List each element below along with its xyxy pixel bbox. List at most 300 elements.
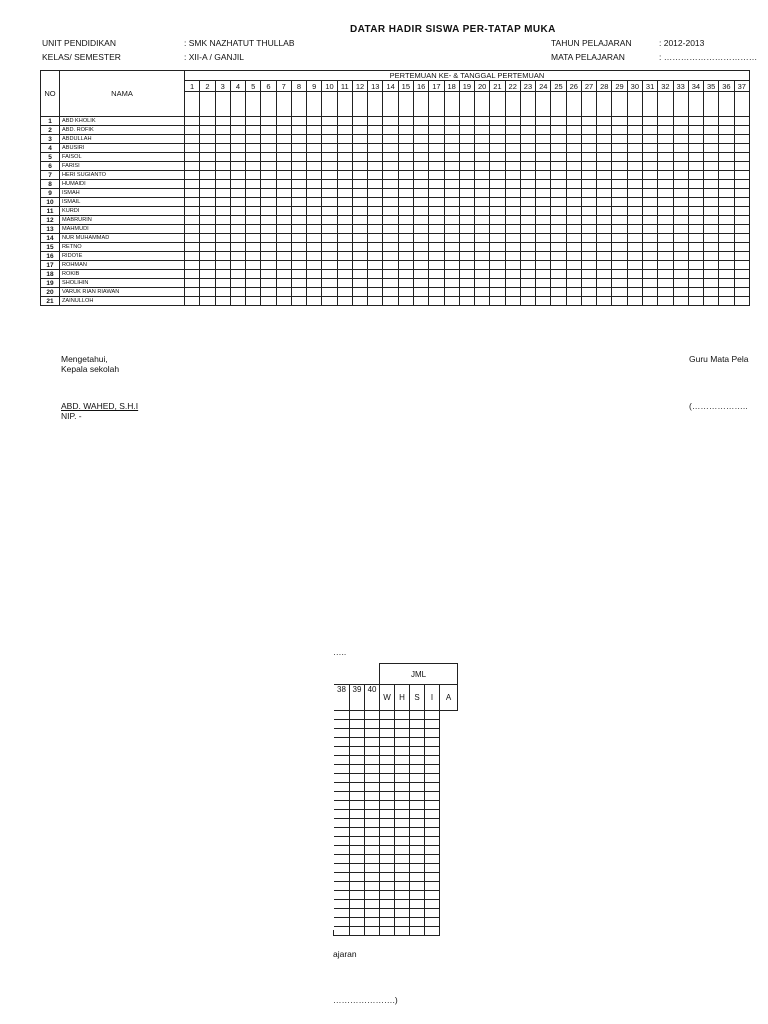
attendance-cell[interactable] <box>612 234 627 243</box>
attendance-cell[interactable] <box>475 261 490 270</box>
attendance-cell[interactable] <box>673 189 688 198</box>
attendance-cell[interactable] <box>398 243 413 252</box>
attendance-cell[interactable] <box>490 162 505 171</box>
attendance-cell[interactable] <box>688 144 703 153</box>
attendance-cell[interactable] <box>337 135 352 144</box>
attendance-cell[interactable] <box>215 162 230 171</box>
attendance-cell[interactable] <box>334 918 350 927</box>
attendance-cell[interactable] <box>734 162 749 171</box>
attendance-cell[interactable] <box>368 234 383 243</box>
attendance-cell[interactable] <box>673 261 688 270</box>
attendance-cell[interactable] <box>350 729 365 738</box>
attendance-cell[interactable] <box>383 243 398 252</box>
attendance-cell[interactable] <box>566 144 581 153</box>
attendance-cell[interactable] <box>368 171 383 180</box>
attendance-cell[interactable] <box>200 198 215 207</box>
attendance-cell[interactable] <box>230 261 245 270</box>
attendance-cell[interactable] <box>322 252 337 261</box>
attendance-cell[interactable] <box>429 297 444 306</box>
attendance-cell[interactable] <box>365 918 380 927</box>
attendance-cell[interactable] <box>459 252 474 261</box>
attendance-cell[interactable] <box>734 225 749 234</box>
attendance-cell[interactable] <box>520 117 535 126</box>
attendance-cell[interactable] <box>334 711 350 720</box>
attendance-cell[interactable] <box>307 189 322 198</box>
attendance-cell[interactable] <box>581 225 596 234</box>
attendance-cell[interactable] <box>520 189 535 198</box>
attendance-cell[interactable] <box>185 261 200 270</box>
jml-cell[interactable] <box>410 891 425 900</box>
attendance-cell[interactable] <box>383 288 398 297</box>
attendance-cell[interactable] <box>429 117 444 126</box>
meeting-date-cell[interactable] <box>398 92 413 117</box>
attendance-cell[interactable] <box>307 216 322 225</box>
attendance-cell[interactable] <box>383 216 398 225</box>
attendance-cell[interactable] <box>291 234 306 243</box>
attendance-cell[interactable] <box>276 198 291 207</box>
attendance-cell[interactable] <box>276 279 291 288</box>
attendance-cell[interactable] <box>612 171 627 180</box>
attendance-cell[interactable] <box>444 207 459 216</box>
attendance-cell[interactable] <box>413 162 428 171</box>
jml-cell[interactable] <box>380 801 395 810</box>
attendance-cell[interactable] <box>337 171 352 180</box>
jml-cell[interactable] <box>410 729 425 738</box>
attendance-cell[interactable] <box>200 171 215 180</box>
meeting-date-cell[interactable] <box>383 92 398 117</box>
jml-cell[interactable] <box>410 855 425 864</box>
attendance-cell[interactable] <box>459 153 474 162</box>
jml-cell[interactable] <box>425 711 440 720</box>
attendance-cell[interactable] <box>429 234 444 243</box>
attendance-cell[interactable] <box>734 252 749 261</box>
attendance-cell[interactable] <box>673 270 688 279</box>
attendance-cell[interactable] <box>734 144 749 153</box>
attendance-cell[interactable] <box>459 234 474 243</box>
attendance-cell[interactable] <box>627 234 642 243</box>
meeting-date-cell[interactable] <box>276 92 291 117</box>
attendance-cell[interactable] <box>551 144 566 153</box>
attendance-cell[interactable] <box>429 252 444 261</box>
attendance-cell[interactable] <box>230 216 245 225</box>
attendance-cell[interactable] <box>383 126 398 135</box>
attendance-cell[interactable] <box>337 198 352 207</box>
jml-cell[interactable] <box>410 720 425 729</box>
attendance-cell[interactable] <box>520 297 535 306</box>
attendance-cell[interactable] <box>642 243 657 252</box>
attendance-cell[interactable] <box>261 171 276 180</box>
attendance-cell[interactable] <box>398 117 413 126</box>
attendance-cell[interactable] <box>350 783 365 792</box>
attendance-cell[interactable] <box>185 225 200 234</box>
meeting-date-cell[interactable] <box>505 92 520 117</box>
attendance-cell[interactable] <box>704 198 719 207</box>
meeting-date-cell[interactable] <box>368 92 383 117</box>
attendance-cell[interactable] <box>734 180 749 189</box>
attendance-cell[interactable] <box>673 171 688 180</box>
attendance-cell[interactable] <box>490 252 505 261</box>
attendance-cell[interactable] <box>368 252 383 261</box>
attendance-cell[interactable] <box>352 207 367 216</box>
attendance-cell[interactable] <box>642 297 657 306</box>
attendance-cell[interactable] <box>581 216 596 225</box>
attendance-cell[interactable] <box>185 216 200 225</box>
attendance-cell[interactable] <box>551 126 566 135</box>
jml-cell[interactable] <box>380 846 395 855</box>
attendance-cell[interactable] <box>597 270 612 279</box>
attendance-cell[interactable] <box>475 225 490 234</box>
attendance-cell[interactable] <box>551 288 566 297</box>
attendance-cell[interactable] <box>368 297 383 306</box>
attendance-cell[interactable] <box>551 297 566 306</box>
attendance-cell[interactable] <box>658 225 673 234</box>
attendance-cell[interactable] <box>459 171 474 180</box>
attendance-cell[interactable] <box>688 243 703 252</box>
meeting-date-cell[interactable] <box>597 92 612 117</box>
jml-cell[interactable] <box>395 828 410 837</box>
attendance-cell[interactable] <box>642 153 657 162</box>
attendance-cell[interactable] <box>230 270 245 279</box>
attendance-cell[interactable] <box>719 135 734 144</box>
attendance-cell[interactable] <box>350 900 365 909</box>
attendance-cell[interactable] <box>337 225 352 234</box>
meeting-date-cell[interactable] <box>413 92 428 117</box>
attendance-cell[interactable] <box>352 189 367 198</box>
meeting-date-cell[interactable] <box>688 92 703 117</box>
attendance-cell[interactable] <box>597 198 612 207</box>
jml-cell[interactable] <box>425 891 440 900</box>
attendance-cell[interactable] <box>627 288 642 297</box>
attendance-cell[interactable] <box>536 117 551 126</box>
jml-cell[interactable] <box>395 783 410 792</box>
attendance-cell[interactable] <box>383 144 398 153</box>
attendance-cell[interactable] <box>658 126 673 135</box>
attendance-cell[interactable] <box>642 216 657 225</box>
attendance-cell[interactable] <box>413 288 428 297</box>
attendance-cell[interactable] <box>337 126 352 135</box>
jml-cell[interactable] <box>380 873 395 882</box>
attendance-cell[interactable] <box>459 207 474 216</box>
attendance-cell[interactable] <box>459 126 474 135</box>
attendance-cell[interactable] <box>337 189 352 198</box>
attendance-cell[interactable] <box>734 270 749 279</box>
attendance-cell[interactable] <box>322 207 337 216</box>
attendance-cell[interactable] <box>475 234 490 243</box>
attendance-cell[interactable] <box>475 162 490 171</box>
attendance-cell[interactable] <box>352 135 367 144</box>
attendance-cell[interactable] <box>365 774 380 783</box>
attendance-cell[interactable] <box>719 126 734 135</box>
attendance-cell[interactable] <box>368 216 383 225</box>
attendance-cell[interactable] <box>688 270 703 279</box>
attendance-cell[interactable] <box>444 171 459 180</box>
attendance-cell[interactable] <box>444 261 459 270</box>
jml-cell[interactable] <box>380 882 395 891</box>
attendance-cell[interactable] <box>334 900 350 909</box>
attendance-cell[interactable] <box>566 171 581 180</box>
attendance-cell[interactable] <box>505 135 520 144</box>
jml-cell[interactable] <box>425 747 440 756</box>
attendance-cell[interactable] <box>597 207 612 216</box>
attendance-cell[interactable] <box>200 234 215 243</box>
attendance-cell[interactable] <box>566 162 581 171</box>
attendance-cell[interactable] <box>352 225 367 234</box>
attendance-cell[interactable] <box>215 216 230 225</box>
attendance-cell[interactable] <box>490 117 505 126</box>
attendance-cell[interactable] <box>230 189 245 198</box>
attendance-cell[interactable] <box>551 234 566 243</box>
attendance-cell[interactable] <box>566 279 581 288</box>
attendance-cell[interactable] <box>398 126 413 135</box>
attendance-cell[interactable] <box>215 270 230 279</box>
attendance-cell[interactable] <box>566 261 581 270</box>
attendance-cell[interactable] <box>334 756 350 765</box>
attendance-cell[interactable] <box>719 243 734 252</box>
attendance-cell[interactable] <box>261 117 276 126</box>
attendance-cell[interactable] <box>365 855 380 864</box>
attendance-cell[interactable] <box>230 297 245 306</box>
attendance-cell[interactable] <box>627 117 642 126</box>
attendance-cell[interactable] <box>734 117 749 126</box>
attendance-cell[interactable] <box>413 216 428 225</box>
attendance-cell[interactable] <box>261 261 276 270</box>
attendance-cell[interactable] <box>612 198 627 207</box>
attendance-cell[interactable] <box>704 297 719 306</box>
attendance-cell[interactable] <box>185 189 200 198</box>
attendance-cell[interactable] <box>383 270 398 279</box>
attendance-cell[interactable] <box>291 225 306 234</box>
attendance-cell[interactable] <box>505 234 520 243</box>
attendance-cell[interactable] <box>444 162 459 171</box>
attendance-cell[interactable] <box>337 153 352 162</box>
attendance-cell[interactable] <box>276 144 291 153</box>
attendance-cell[interactable] <box>429 288 444 297</box>
attendance-cell[interactable] <box>365 720 380 729</box>
attendance-cell[interactable] <box>200 207 215 216</box>
attendance-cell[interactable] <box>429 144 444 153</box>
attendance-cell[interactable] <box>246 252 261 261</box>
attendance-cell[interactable] <box>581 252 596 261</box>
attendance-cell[interactable] <box>612 135 627 144</box>
jml-cell[interactable] <box>395 792 410 801</box>
attendance-cell[interactable] <box>383 117 398 126</box>
attendance-cell[interactable] <box>352 162 367 171</box>
jml-cell[interactable] <box>410 819 425 828</box>
attendance-cell[interactable] <box>350 891 365 900</box>
attendance-cell[interactable] <box>475 117 490 126</box>
attendance-cell[interactable] <box>704 189 719 198</box>
attendance-cell[interactable] <box>368 135 383 144</box>
attendance-cell[interactable] <box>581 189 596 198</box>
attendance-cell[interactable] <box>642 117 657 126</box>
attendance-cell[interactable] <box>337 180 352 189</box>
attendance-cell[interactable] <box>246 117 261 126</box>
attendance-cell[interactable] <box>719 297 734 306</box>
attendance-cell[interactable] <box>551 117 566 126</box>
attendance-cell[interactable] <box>398 297 413 306</box>
attendance-cell[interactable] <box>627 153 642 162</box>
attendance-cell[interactable] <box>350 801 365 810</box>
attendance-cell[interactable] <box>459 225 474 234</box>
attendance-cell[interactable] <box>704 270 719 279</box>
attendance-cell[interactable] <box>352 153 367 162</box>
meeting-date-cell[interactable] <box>185 92 200 117</box>
attendance-cell[interactable] <box>505 216 520 225</box>
attendance-cell[interactable] <box>429 153 444 162</box>
attendance-cell[interactable] <box>185 207 200 216</box>
attendance-cell[interactable] <box>505 288 520 297</box>
attendance-cell[interactable] <box>429 270 444 279</box>
attendance-cell[interactable] <box>688 207 703 216</box>
attendance-cell[interactable] <box>597 144 612 153</box>
attendance-cell[interactable] <box>334 810 350 819</box>
attendance-cell[interactable] <box>505 117 520 126</box>
attendance-cell[interactable] <box>307 135 322 144</box>
jml-cell[interactable] <box>395 810 410 819</box>
jml-cell[interactable] <box>410 837 425 846</box>
attendance-cell[interactable] <box>444 297 459 306</box>
attendance-cell[interactable] <box>246 216 261 225</box>
attendance-cell[interactable] <box>719 216 734 225</box>
jml-cell[interactable] <box>425 837 440 846</box>
attendance-cell[interactable] <box>334 819 350 828</box>
jml-cell[interactable] <box>380 765 395 774</box>
jml-cell[interactable] <box>410 747 425 756</box>
attendance-cell[interactable] <box>334 801 350 810</box>
attendance-cell[interactable] <box>337 270 352 279</box>
attendance-cell[interactable] <box>398 288 413 297</box>
attendance-cell[interactable] <box>413 225 428 234</box>
jml-cell[interactable] <box>395 900 410 909</box>
attendance-cell[interactable] <box>322 171 337 180</box>
attendance-cell[interactable] <box>261 216 276 225</box>
attendance-cell[interactable] <box>322 297 337 306</box>
attendance-cell[interactable] <box>350 909 365 918</box>
attendance-cell[interactable] <box>704 225 719 234</box>
attendance-cell[interactable] <box>230 171 245 180</box>
attendance-cell[interactable] <box>475 279 490 288</box>
attendance-cell[interactable] <box>536 234 551 243</box>
attendance-cell[interactable] <box>612 153 627 162</box>
attendance-cell[interactable] <box>475 153 490 162</box>
attendance-cell[interactable] <box>200 144 215 153</box>
attendance-cell[interactable] <box>368 153 383 162</box>
attendance-cell[interactable] <box>719 207 734 216</box>
attendance-cell[interactable] <box>597 297 612 306</box>
attendance-cell[interactable] <box>215 198 230 207</box>
jml-cell[interactable] <box>395 855 410 864</box>
attendance-cell[interactable] <box>581 198 596 207</box>
attendance-cell[interactable] <box>200 117 215 126</box>
attendance-cell[interactable] <box>413 234 428 243</box>
attendance-cell[interactable] <box>185 153 200 162</box>
attendance-cell[interactable] <box>185 270 200 279</box>
attendance-cell[interactable] <box>719 234 734 243</box>
attendance-cell[interactable] <box>350 846 365 855</box>
attendance-cell[interactable] <box>276 189 291 198</box>
jml-cell[interactable] <box>425 918 440 927</box>
attendance-cell[interactable] <box>612 252 627 261</box>
attendance-cell[interactable] <box>490 225 505 234</box>
attendance-cell[interactable] <box>627 135 642 144</box>
attendance-cell[interactable] <box>322 162 337 171</box>
attendance-cell[interactable] <box>276 243 291 252</box>
attendance-cell[interactable] <box>246 144 261 153</box>
jml-cell[interactable] <box>395 927 410 936</box>
attendance-cell[interactable] <box>505 162 520 171</box>
attendance-cell[interactable] <box>276 225 291 234</box>
attendance-cell[interactable] <box>734 243 749 252</box>
attendance-cell[interactable] <box>261 180 276 189</box>
attendance-cell[interactable] <box>398 234 413 243</box>
attendance-cell[interactable] <box>520 207 535 216</box>
attendance-cell[interactable] <box>261 189 276 198</box>
attendance-cell[interactable] <box>566 225 581 234</box>
attendance-cell[interactable] <box>566 243 581 252</box>
attendance-cell[interactable] <box>597 261 612 270</box>
attendance-cell[interactable] <box>673 180 688 189</box>
attendance-cell[interactable] <box>704 126 719 135</box>
jml-cell[interactable] <box>380 774 395 783</box>
attendance-cell[interactable] <box>365 783 380 792</box>
attendance-cell[interactable] <box>490 270 505 279</box>
jml-cell[interactable] <box>425 882 440 891</box>
meeting-date-cell[interactable] <box>704 92 719 117</box>
attendance-cell[interactable] <box>261 135 276 144</box>
jml-cell[interactable] <box>395 918 410 927</box>
attendance-cell[interactable] <box>307 279 322 288</box>
attendance-cell[interactable] <box>261 198 276 207</box>
attendance-cell[interactable] <box>673 135 688 144</box>
attendance-cell[interactable] <box>612 189 627 198</box>
attendance-cell[interactable] <box>352 270 367 279</box>
attendance-cell[interactable] <box>368 180 383 189</box>
attendance-cell[interactable] <box>215 207 230 216</box>
attendance-cell[interactable] <box>276 252 291 261</box>
attendance-cell[interactable] <box>413 180 428 189</box>
attendance-cell[interactable] <box>520 270 535 279</box>
attendance-cell[interactable] <box>200 216 215 225</box>
attendance-cell[interactable] <box>581 288 596 297</box>
attendance-cell[interactable] <box>673 288 688 297</box>
attendance-cell[interactable] <box>185 144 200 153</box>
attendance-cell[interactable] <box>352 144 367 153</box>
attendance-cell[interactable] <box>673 198 688 207</box>
attendance-cell[interactable] <box>215 189 230 198</box>
attendance-cell[interactable] <box>490 144 505 153</box>
attendance-cell[interactable] <box>520 180 535 189</box>
attendance-cell[interactable] <box>581 261 596 270</box>
attendance-cell[interactable] <box>475 270 490 279</box>
attendance-cell[interactable] <box>334 864 350 873</box>
attendance-cell[interactable] <box>581 279 596 288</box>
attendance-cell[interactable] <box>352 234 367 243</box>
attendance-cell[interactable] <box>688 216 703 225</box>
attendance-cell[interactable] <box>520 162 535 171</box>
attendance-cell[interactable] <box>276 207 291 216</box>
attendance-cell[interactable] <box>352 252 367 261</box>
attendance-cell[interactable] <box>734 153 749 162</box>
attendance-cell[interactable] <box>719 189 734 198</box>
attendance-cell[interactable] <box>505 279 520 288</box>
attendance-cell[interactable] <box>673 153 688 162</box>
attendance-cell[interactable] <box>704 162 719 171</box>
attendance-cell[interactable] <box>276 126 291 135</box>
attendance-cell[interactable] <box>581 297 596 306</box>
attendance-cell[interactable] <box>719 198 734 207</box>
attendance-cell[interactable] <box>307 180 322 189</box>
attendance-cell[interactable] <box>627 261 642 270</box>
